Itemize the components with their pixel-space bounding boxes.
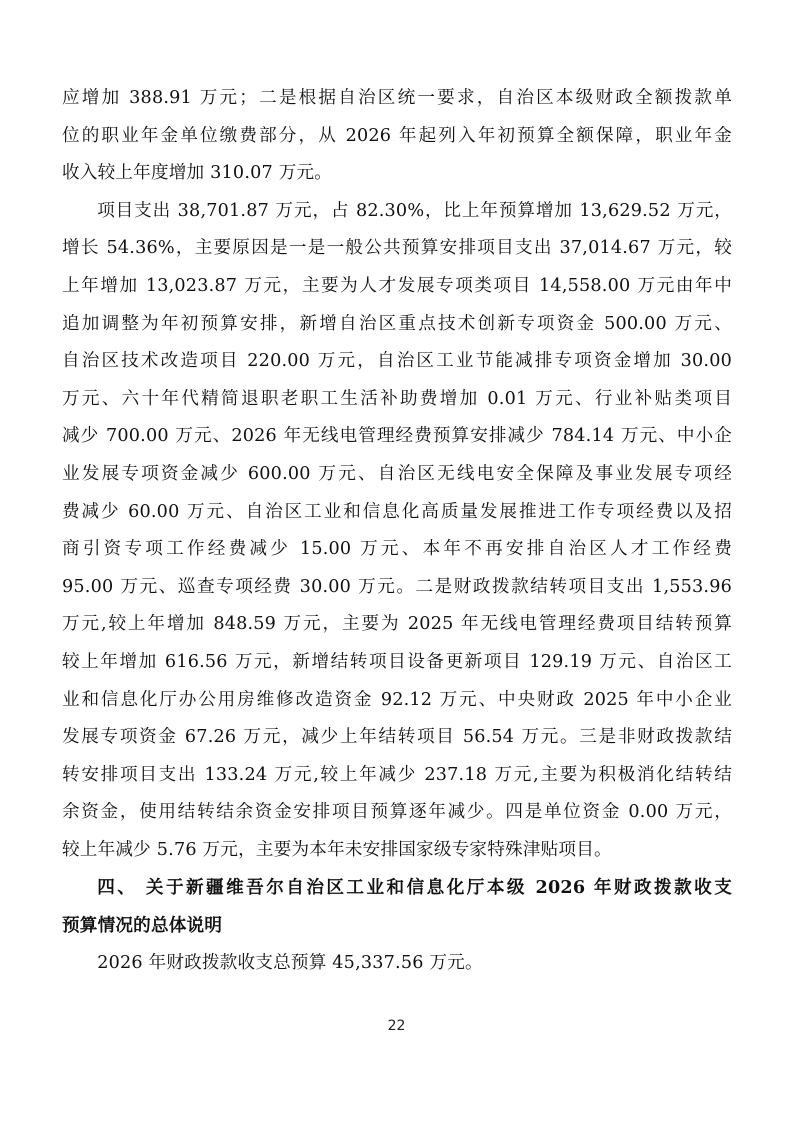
- paragraph: [62, 193, 732, 870]
- text-line: 较上年增加 616.56 万元，新增结转项目设备更新项目 129.19 万元、自治区工: [62, 651, 732, 672]
- text-line: 预算情况的总体说明: [62, 915, 223, 937]
- text-line: 余资金，使用结转结余资金安排项目预算逐年减少。四是单位资金 0.00 万元，: [62, 802, 732, 823]
- text-line: 收入较上年度增加 310.07 万元。: [62, 163, 333, 184]
- text-line: 增长 54.36%，主要原因是一是一般公共预算安排项目支出 37,014.67 万元，较: [62, 238, 732, 259]
- text-line: 2026 年财政拨款收支总预算 45,337.56 万元。: [97, 952, 483, 973]
- text-line: 上年增加 13,023.87 万元，主要为人才发展专项类项目 14,558.00 万元由年中: [62, 275, 732, 296]
- document-body: [62, 80, 732, 982]
- text-line: 四、 关于新疆维吾尔自治区工业和信息化厅本级 2026 年财政拨款收支: [97, 877, 732, 899]
- text-line: 应增加 388.91 万元；二是根据自治区统一要求，自治区本级财政全额拨款单: [62, 88, 732, 108]
- text-line: 发展专项资金 67.26 万元，减少上年结转项目 56.54 万元。三是非财政拨款结: [62, 727, 732, 748]
- text-line: 95.00 万元、巡查专项经费 30.00 万元。二是财政拨款结转项目支出 1,553.96: [62, 576, 732, 597]
- text-line: 万元,较上年增加 848.59 万元，主要为 2025 年无线电管理经费项目结转预算: [62, 614, 732, 635]
- text-line: 商引资专项工作经费减少 15.00 万元、本年不再安排自治区人才工作经费: [62, 539, 732, 560]
- page-number: 22: [387, 1018, 406, 1034]
- paragraph: [62, 80, 732, 193]
- text-line: 位的职业年金单位缴费部分，从 2026 年起列入年初预算全额保障，职业年金: [62, 125, 732, 146]
- text-line: 减少 700.00 万元、2026 年无线电管理经费预算安排减少 784.14 万元、中小企: [62, 426, 732, 447]
- text-line: 业发展专项资金减少 600.00 万元、自治区无线电安全保障及事业发展专项经: [62, 463, 732, 484]
- text-line: 费减少 60.00 万元、自治区工业和信息化高质量发展推进工作专项经费以及招: [62, 501, 732, 522]
- text-line: 转安排项目支出 133.24 万元,较上年减少 237.18 万元,主要为积极消化结转结: [62, 764, 732, 785]
- section-heading: [62, 869, 732, 944]
- text-line: 追加调整为年初预算安排，新增自治区重点技术创新专项资金 500.00 万元、: [62, 313, 732, 334]
- paragraph: [62, 945, 732, 983]
- text-line: 较上年减少 5.76 万元，主要为本年未安排国家级专家特殊津贴项目。: [62, 839, 612, 860]
- text-line: 自治区技术改造项目 220.00 万元，自治区工业节能减排专项资金增加 30.00: [62, 351, 732, 372]
- text-line: 项目支出 38,701.87 万元，占 82.30%，比上年预算增加 13,629.52 万元，: [97, 200, 732, 221]
- text-line: 业和信息化厅办公用房维修改造资金 92.12 万元、中央财政 2025 年中小企业: [62, 689, 732, 710]
- text-line: 万元、六十年代精简退职老职工生活补助费增加 0.01 万元、行业补贴类项目: [62, 388, 732, 409]
